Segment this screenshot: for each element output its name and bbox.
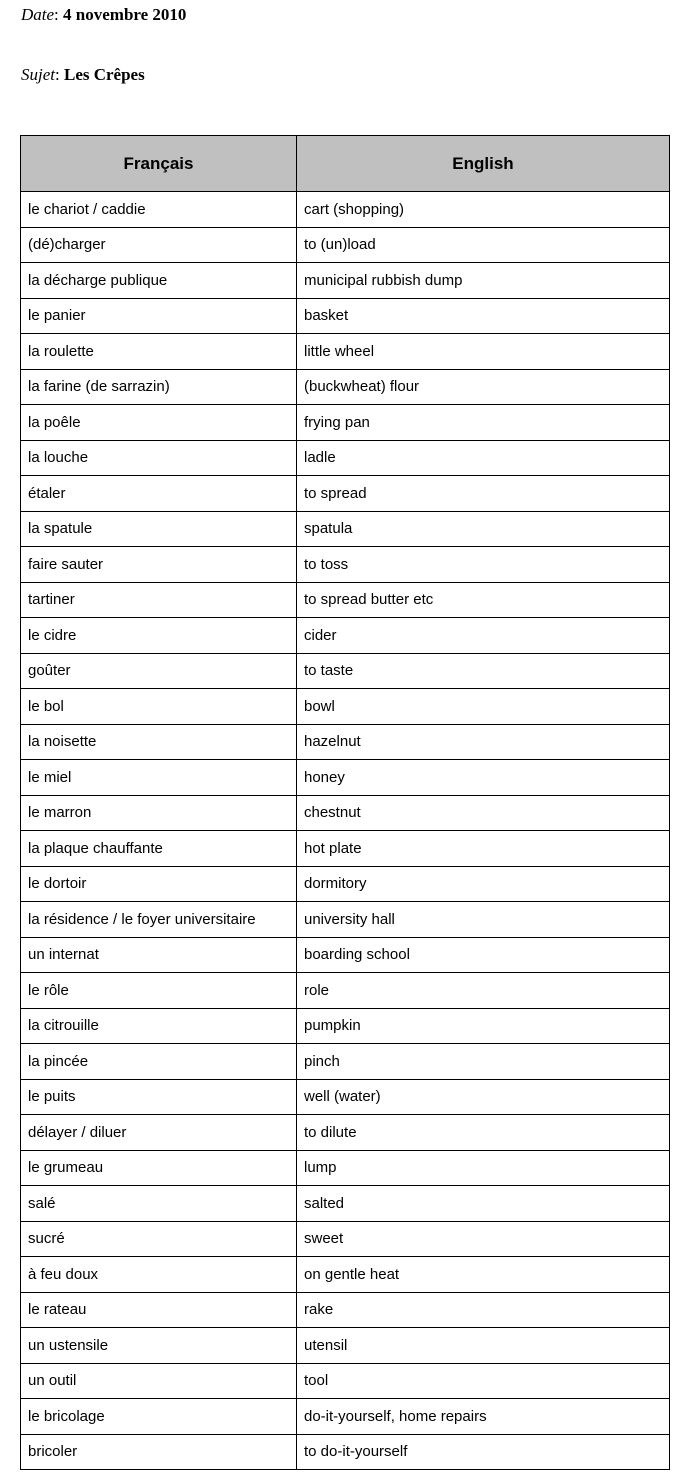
english-term-cell: to spread butter etc <box>297 582 670 618</box>
vocabulary-table-body <box>21 192 670 1470</box>
table-row <box>21 405 670 441</box>
table-row <box>21 760 670 796</box>
table-header-row <box>21 136 670 192</box>
table-row <box>21 937 670 973</box>
french-term-cell: le bol <box>21 689 297 725</box>
french-term-cell: la poêle <box>21 405 297 441</box>
table-row <box>21 476 670 512</box>
table-row <box>21 334 670 370</box>
table-row <box>21 653 670 689</box>
english-term-cell: salted <box>297 1186 670 1222</box>
english-term-cell: ladle <box>297 440 670 476</box>
english-term-cell: spatula <box>297 511 670 547</box>
subject-value: Les Crêpes <box>63 65 145 84</box>
table-row <box>21 973 670 1009</box>
table-row <box>21 1221 670 1257</box>
english-term-cell: tool <box>297 1363 670 1399</box>
french-term-cell: goûter <box>21 653 297 689</box>
french-term-cell: bricoler <box>21 1434 297 1470</box>
french-term-cell: le chariot / caddie <box>21 192 297 228</box>
table-row <box>21 795 670 831</box>
english-term-cell: hazelnut <box>297 724 670 760</box>
table-row <box>21 618 670 654</box>
english-term-cell: sweet <box>297 1221 670 1257</box>
table-row <box>21 227 670 263</box>
english-term-cell: well (water) <box>297 1079 670 1115</box>
date-value: 4 novembre 2010 <box>63 5 187 24</box>
french-term-cell: le rateau <box>21 1292 297 1328</box>
table-row <box>21 1079 670 1115</box>
english-term-cell: bowl <box>297 689 670 725</box>
english-term-cell: honey <box>297 760 670 796</box>
french-term-cell: la plaque chauffante <box>21 831 297 867</box>
english-term-cell: to toss <box>297 547 670 583</box>
table-row <box>21 902 670 938</box>
french-term-cell: le marron <box>21 795 297 831</box>
french-term-cell: le miel <box>21 760 297 796</box>
column-header-francais: Français <box>21 136 297 192</box>
french-term-cell: le puits <box>21 1079 297 1115</box>
english-term-cell: dormitory <box>297 866 670 902</box>
french-term-cell: la roulette <box>21 334 297 370</box>
french-term-cell: la farine (de sarrazin) <box>21 369 297 405</box>
english-term-cell: to dilute <box>297 1115 670 1151</box>
table-row <box>21 831 670 867</box>
english-term-cell: basket <box>297 298 670 334</box>
french-term-cell: un internat <box>21 937 297 973</box>
table-row <box>21 1257 670 1293</box>
column-header-english: English <box>297 136 670 192</box>
table-row <box>21 1363 670 1399</box>
english-term-cell: pumpkin <box>297 1008 670 1044</box>
table-row <box>21 440 670 476</box>
french-term-cell: un ustensile <box>21 1328 297 1364</box>
date-line <box>21 5 186 25</box>
english-term-cell: to taste <box>297 653 670 689</box>
english-term-cell: to spread <box>297 476 670 512</box>
table-row <box>21 1292 670 1328</box>
table-row <box>21 369 670 405</box>
english-term-cell: chestnut <box>297 795 670 831</box>
french-term-cell: le bricolage <box>21 1399 297 1435</box>
table-row <box>21 1150 670 1186</box>
french-term-cell: à feu doux <box>21 1257 297 1293</box>
vocabulary-table <box>20 135 670 1470</box>
french-term-cell: le panier <box>21 298 297 334</box>
table-row <box>21 1399 670 1435</box>
french-term-cell: la citrouille <box>21 1008 297 1044</box>
table-row <box>21 263 670 299</box>
english-term-cell: (buckwheat) flour <box>297 369 670 405</box>
table-row <box>21 1115 670 1151</box>
french-term-cell: délayer / diluer <box>21 1115 297 1151</box>
table-row <box>21 547 670 583</box>
french-term-cell: tartiner <box>21 582 297 618</box>
english-term-cell: university hall <box>297 902 670 938</box>
subject-line <box>21 65 145 85</box>
french-term-cell: salé <box>21 1186 297 1222</box>
french-term-cell: sucré <box>21 1221 297 1257</box>
french-term-cell: un outil <box>21 1363 297 1399</box>
date-separator: : <box>54 5 64 24</box>
english-term-cell: hot plate <box>297 831 670 867</box>
table-row <box>21 1008 670 1044</box>
english-term-cell: little wheel <box>297 334 670 370</box>
english-term-cell: municipal rubbish dump <box>297 263 670 299</box>
french-term-cell: la décharge publique <box>21 263 297 299</box>
english-term-cell: to (un)load <box>297 227 670 263</box>
french-term-cell: la spatule <box>21 511 297 547</box>
english-term-cell: do-it-yourself, home repairs <box>297 1399 670 1435</box>
english-term-cell: to do-it-yourself <box>297 1434 670 1470</box>
french-term-cell: la résidence / le foyer universitaire <box>21 902 297 938</box>
french-term-cell: (dé)charger <box>21 227 297 263</box>
english-term-cell: cart (shopping) <box>297 192 670 228</box>
french-term-cell: la louche <box>21 440 297 476</box>
table-row <box>21 1044 670 1080</box>
table-row <box>21 192 670 228</box>
french-term-cell: le grumeau <box>21 1150 297 1186</box>
table-row <box>21 689 670 725</box>
table-row <box>21 1434 670 1470</box>
table-row <box>21 1328 670 1364</box>
french-term-cell: la pincée <box>21 1044 297 1080</box>
table-row <box>21 866 670 902</box>
french-term-cell: le cidre <box>21 618 297 654</box>
date-label: Date <box>21 5 55 24</box>
table-row <box>21 1186 670 1222</box>
table-row <box>21 298 670 334</box>
english-term-cell: role <box>297 973 670 1009</box>
english-term-cell: lump <box>297 1150 670 1186</box>
english-term-cell: cider <box>297 618 670 654</box>
french-term-cell: le dortoir <box>21 866 297 902</box>
english-term-cell: frying pan <box>297 405 670 441</box>
english-term-cell: boarding school <box>297 937 670 973</box>
french-term-cell: faire sauter <box>21 547 297 583</box>
table-row <box>21 511 670 547</box>
french-term-cell: le rôle <box>21 973 297 1009</box>
subject-label: Sujet <box>21 65 55 84</box>
english-term-cell: rake <box>297 1292 670 1328</box>
english-term-cell: on gentle heat <box>297 1257 670 1293</box>
french-term-cell: étaler <box>21 476 297 512</box>
table-row <box>21 724 670 760</box>
subject-separator: : <box>55 65 64 84</box>
english-term-cell: pinch <box>297 1044 670 1080</box>
french-term-cell: la noisette <box>21 724 297 760</box>
english-term-cell: utensil <box>297 1328 670 1364</box>
table-row <box>21 582 670 618</box>
